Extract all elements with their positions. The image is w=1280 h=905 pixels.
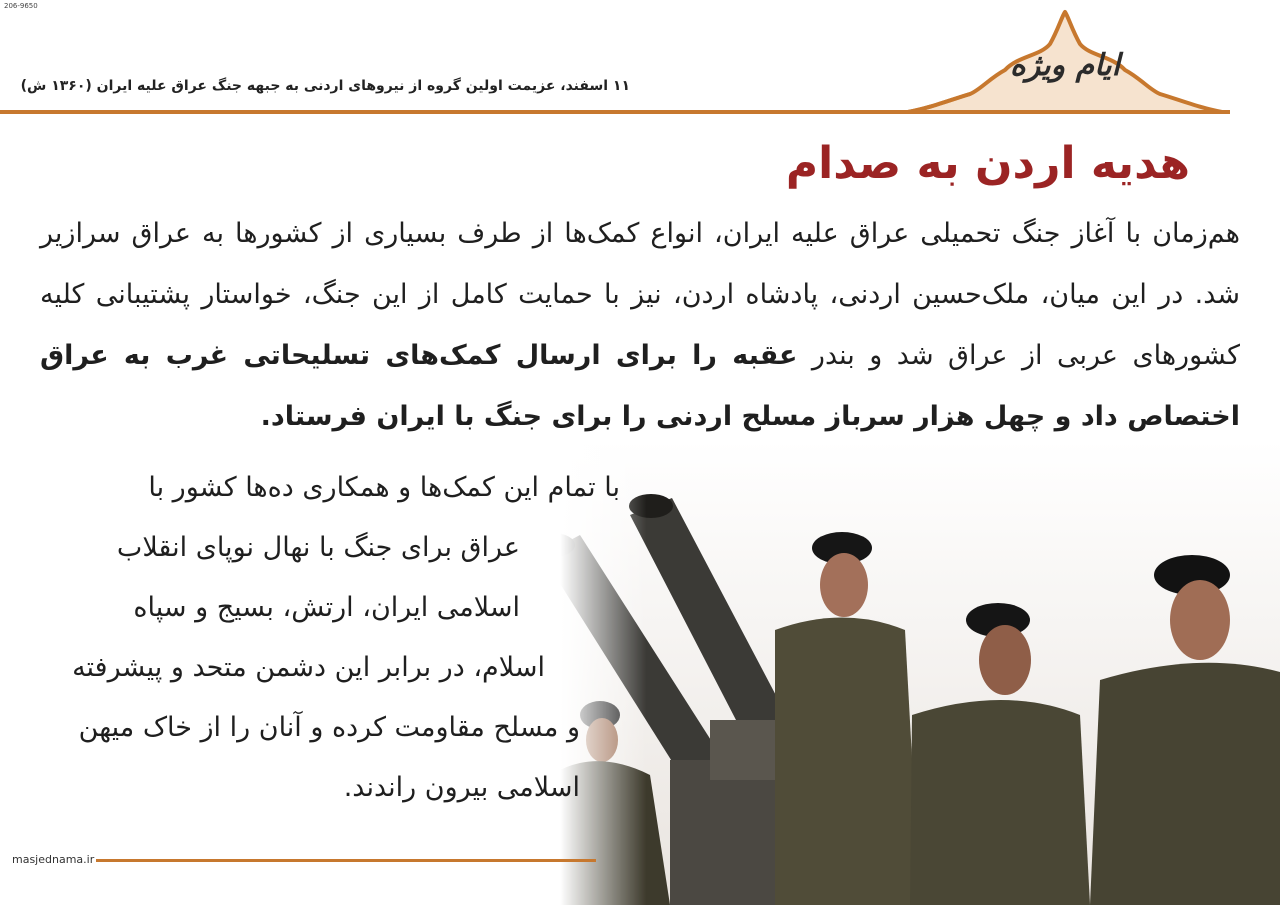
conclusion-line: با تمام این کمک‌ها و همکاری ده‌ها کشور با [148,472,620,503]
intro-text: هم‌زمان با آغاز جنگ تحمیلی عراق علیه ایران، انواع کمک‌ها از طرف بسیاری از کشورها به عراق سرازیر شد. در این میان، ملک‌حسین اردنی، پادشاه اردن، نیز با حمایت کامل از این جنگ، خواستار پشتیبانی کلیه کشورهای عربی از عراق شد و بندر [40,218,1240,371]
footer-divider [96,859,596,862]
badge-label: ایام ویژه [1010,48,1120,83]
intro-bold-text: عقبه را برای ارسال کمک‌های تسلیحاتی غرب به عراق اختصاص داد و چهل هزار سرباز مسلح اردنی را برای جنگ با ایران فرستاد. [40,340,1240,432]
conclusion-line: اسلام، در برابر این دشمن متحد و پیشرفته [72,652,545,683]
header-subtitle: ۱۱ اسفند، عزیمت اولین گروه از نیروهای اردنی به جبهه جنگ عراق علیه ایران (۱۳۶۰ ش) [20,78,630,94]
conclusion-paragraph [40,458,620,818]
site-credit: masjednama.ir [12,853,95,866]
conclusion-line: عراق برای جنگ با نهال نوپای انقلاب [116,532,520,563]
conclusion-line: اسلامی ایران، ارتش، بسیج و سپاه [133,592,520,623]
page-code: 206-9650 [4,2,38,10]
soldiers-photo [560,440,1280,905]
conclusion-line: و مسلح مقاومت کرده و آنان را از خاک میهن [78,712,580,743]
special-days-badge [900,8,1230,116]
intro-paragraph [40,203,1240,447]
photo-illustration [560,440,1280,905]
conclusion-line: اسلامی بیرون راندند. [343,772,580,803]
article-title: هدیه اردن به صدام [785,138,1190,189]
